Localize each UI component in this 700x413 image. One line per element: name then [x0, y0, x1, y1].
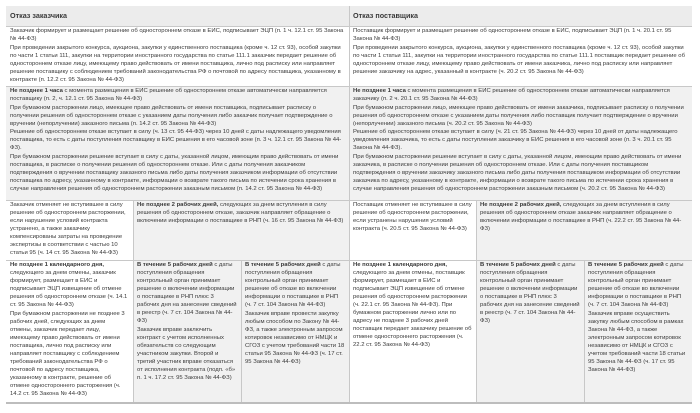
column-divider [476, 200, 477, 402]
customer-rnp-refuse-item: Заказчик вправе провести закупку любым способом по Закону № 44-ФЗ, а также электронным запросом котировок независимо от НМЦК и СГОЗ с учетом требований части 18 статьи 95 Закона № 44-ФЗ (ч. 17 ст. 95 Закона № 44-ФЗ) [245, 310, 345, 365]
customer-cancel-notice-item: Не позднее 1 календарного дня, следующего за днем отмены, заказчик формирует, размещает в ЕИС и подписывает ЭЦП извещение об отмене решения об одностороннем отказе (ч. 14.1 ст. 95 Закона № 44-ФЗ) [10, 262, 128, 308]
column-divider [133, 200, 134, 402]
supplier-publication-cell [349, 26, 692, 86]
customer-cancel-cell: Заказчик отменяет не вступившее в силу решение об одностороннем расторжении, если нарушение условий контракта устранено, а также заказчику компенсированы затраты на проведение экспертизы в соответствии с частью 10 статьи 95 (ч. 14 ст. 95 Закона № 44-ФЗ) [10, 202, 126, 256]
customer-publication-text: Заказчик формирует и размещает решение об одностороннем отказе в ЕИС, подписывает ЭЦП (п. 1 ч. 12.1 ст. 95 Закона № 44-ФЗ) [10, 28, 344, 42]
customer-rnp-request-cell: Не позднее 2 рабочих дней, следующих за днем вступления в силу решения об одностороннем отказе, заказчик направляет обращение о включении информации о поставщике в РНП (ч. 16 ст. 95 Закона № 44-ФЗ) [133, 200, 349, 260]
supplier-notification-cell [349, 86, 692, 200]
customer-rnp-include-item: Заказчик вправе заключить контракт с учетом исполненных обязательств со следующим участником закупки. Второй и третий участник вправе отказаться от исполнения контракта (подп. «б» п. 1 ч. 17.2 ст. 95 Закона № 44-ФЗ) [137, 326, 236, 381]
customer-refusal-header: Отказ заказчика [6, 6, 349, 26]
customer-notification-item: При бумажном расторжении лицо, имеющее право действовать от имени поставщика, подписывает расписку о получении решения об одностороннем отказе с указанием даты получения либо заказчик получает подтверждение о вручении (непорлучении) заказного письма (п. 14.2 ст. 95 Закона № 44-ФЗ) [10, 104, 333, 127]
supplier-rnp-refuse-item: В течение 5 рабочих дней с даты поступления обращения контрольный орган принимает решение об отказе во включении информации о поставщике в РНП (ч. 7 ст. 104 Закона № 44-ФЗ) [588, 262, 684, 308]
termination-table [6, 6, 692, 404]
supplier-notification-item: Не позднее 1 часа с момента размещения в ЕИС решение об одностороннем отказе автоматически направляется заказчику (п. 2 ч. 20.1 ст. 95 Закона № 44-ФЗ) [353, 88, 670, 102]
supplier-rnp-request-cell: Не позднее 2 рабочих дней, следующих за днем вступления в силу решения об одностороннем отказе заказчик направляет обращение о включении информации о поставщике в РНП (ч. 22.2 ст. 95 Закона № 44-ФЗ) [476, 200, 692, 260]
customer-notification-item: Не позднее 1 часа с момента размещения в ЕИС решение об одностороннем отказе автоматически направляется поставщику (п. 2, ч. 12.1 ст. 95 Закона № 44-ФЗ) [10, 88, 327, 102]
supplier-publication-text: Поставщик формирует и размещает решение об одностороннем отказе в ЕИС, подписывает ЭЦП (п. 1 ч. 20.1 ст. 95 Закона № 44-ФЗ) [353, 28, 672, 42]
customer-cancel-notice-item: При бумажном расторжении не позднее 3 рабочих дней, следующих за днем отмены, заказчик передает лицу, имеющему право действовать от имени поставщика, лично под расписку или направляет поставщику с соблюдением требований законодательства РФ о почтовой по адресу поставщика, указанному в контракте, решение об отмене одностороннего расторжения (ч. 14.2 ст. 95 Закона № 44-ФЗ) [10, 310, 125, 397]
supplier-cancel-notice-cell: Не позднее 1 календарного дня, следующего за днем отмены, поставщик формирует, размещает в ЕИС и подписывает ЭЦП извещение об отмене решения об одностороннем расторжении (ч. 22.1 ст. 95 Закона № 44-ФЗ). При бумажном расторжении лично или по адресу не позднее 3 рабочих дней поставщик передает заказчику решение об отмене одностороннего расторжения (ч. 22.2 ст. 95 Закона № 44-ФЗ) [353, 262, 472, 348]
supplier-paper-delivery-text: При проведении закрытого конкурса, аукциона, закупки у единственного поставщика (кроме ч. 12 ст. 93), особой закупки по части 1 статьи 111, закупки на территории иностранного государства по статье 111.1 поставщик передает решение об одностороннем отказе лицу, имеющему право действовать от имени заказчика, лично под расписку или направляет решение заказчику на адрес, указанный в контракте (ч. 20.2 ст. 95 Закона № 44-ФЗ) [353, 44, 685, 75]
customer-paper-delivery-text: При проведении закрытого конкурса, аукциона, закупки у единственного поставщика (кроме ч. 12 ст. 93), особой закупки по части 1 статьи 111, закупки на территории иностранного государства по статье 111.1 заказчик передает решение об одностороннем отказе лицу, имеющему право действовать от имени поставщика, лично под расписку или направляет решение поставщику с соблюдением требований законодательства РФ о почтовой по адресу поставщика, указанному в контракте (п. 12.2 ст. 95 Закона № 44-ФЗ) [10, 44, 341, 83]
customer-rnp-refuse-cell [241, 260, 349, 402]
supplier-cancel-cell: Поставщик отменяет не вступившее в силу решение об одностороннем расторжении, если устранены нарушения условий контракта (ч. 20.5 ст. 95 Закона № 44-ФЗ) [353, 202, 472, 232]
customer-notification-cell [6, 86, 349, 200]
supplier-refusal-header: Отказ поставщика [349, 6, 692, 26]
supplier-notification-item: Решение об одностороннем отказе вступает в силу (ч. 21 ст. 95 Закона № 44-ФЗ) через 10 дней от даты надлежащего уведомления заказчика, то есть с даты поступления заказчику в ЕИС решения в его часовой зоне (п. 3 ч. 20.1 ст. 95 Закона № 44-ФЗ). [353, 129, 678, 151]
supplier-notification-item: При бумажном расторжении решение вступает в силу с даты, указанной лицом, имеющим право действовать от имени заказчика, в расписке о получении решения об одностороннем отказе. Или с даты получения поставщиком подтверждения о вручении заказчику заказного письма либо даты получения поставщиком информации об отсутствии заказчика по адресу, указанному в контракте, информации о возврате такого письма по истечении срока хранения в случае направления решения об одностороннем расторжении заказным письмом (ч. 20.2 ст. 95 Закона № 44-ФЗ) [353, 153, 682, 192]
customer-rnp-include-cell [133, 260, 241, 402]
customer-notification-item: Решение об одностороннем отказе вступает в силу (ч. 13 ст. 95 44-ФЗ) через 10 дней с даты надлежащего уведомления поставщика, то есть с даты поступления поставщику в ЕИС решения в его часовой зоне (п. 3 ч. 12.1 ст. 95 Закона № 44-ФЗ). [10, 129, 342, 151]
supplier-rnp-refuse-item: Заказчик вправе осуществить закупку любым способом в рамках Закона № 44-ФЗ, а также электронным запросом котировок независимо от НМЦК и СГОЗ с учетом требований части 18 статьи 95 Закона № 44-ФЗ (ч. 17 ст. 95 Закона № 44-ФЗ) [588, 310, 686, 373]
column-divider [584, 260, 585, 402]
supplier-rnp-refuse-cell [584, 260, 692, 402]
table-bottom-border [6, 402, 692, 404]
supplier-rnp-include-cell: В течение 5 рабочих дней с даты поступления обращения контрольный орган принимает решение о включении информации о поставщике в РНП плюс 3 рабочих дня на занесение сведений в реестр (ч. 7 ст. 104 Закона № 44-ФЗ) [476, 260, 584, 402]
customer-publication-cell [6, 26, 349, 86]
customer-cancel-notice-cell [6, 260, 133, 402]
customer-notification-item: При бумажном расторжении решение вступает в силу с даты, указанной лицом, имеющим право действовать от имени поставщика, в расписке о получении решения об одностороннем отказе. Или с даты получения заказчиком подтверждения о вручении поставщику заказного письма либо даты получения заказчиком информации об отсутствии поставщика по адресу, указанному в контракте, информации о возврате такого письма по истечении срока хранения в случае направления решения об одностороннем расторжении заказным письмом (п. 14.2 ст. 95 Закона № 44-ФЗ) [10, 153, 339, 192]
column-divider [241, 260, 242, 402]
customer-rnp-include-item: В течение 5 рабочих дней с даты поступления обращения контрольный орган принимает решение о включении информации о поставщике в РНП плюс 3 рабочих дня на занесение сведений в реестр (ч. 7 ст. 104 Закона № 44-ФЗ) [137, 262, 237, 324]
customer-rnp-refuse-item: В течение 5 рабочих дней с даты поступления обращения контрольный орган принимает решение об отказе во включении информации о поставщике в РНП (ч. 7 ст. 104 Закона № 44-ФЗ) [245, 262, 341, 308]
column-divider [349, 6, 350, 402]
supplier-notification-item: При бумажном расторжении лицо, имеющее право действовать от имени заказчика, подписывает расписку о получении решения об одностороннем отказе с указанием даты получения либо поставщик получает подтверждение о вручении (непорлучении) заказного письма (ч. 20.2 ст. 95 Закона № 44-ФЗ) [353, 104, 684, 127]
